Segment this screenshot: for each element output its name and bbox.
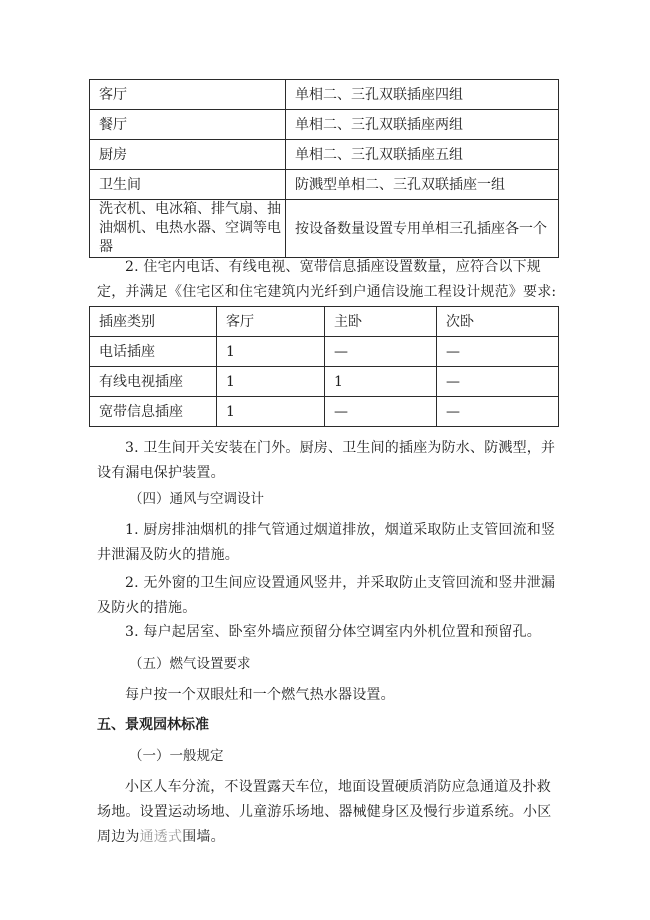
room-cell: 洗衣机、电冰箱、排气扇、抽油烟机、电热水器、空调等电器 <box>90 200 286 258</box>
paragraph-general-rules <box>97 775 559 850</box>
paragraph-kitchen-exhaust: 1. 厨房排油烟机的排气管通过烟道排放，烟道采取防止支管回流和竖井泄漏及防火的措施。 <box>97 522 556 563</box>
table-cell: 电话插座 <box>90 337 217 367</box>
general-rules-text: 小区人车分流，不设置露天车位，地面设置硬质消防应急通道及扑救场地。设置运动场地、儿童游乐场地、器械健身区及慢行步道系统。小区周边为 <box>97 779 552 845</box>
table-row <box>90 367 559 397</box>
table-row <box>90 140 559 170</box>
spec-cell: 按设备数量设置专用单相三孔插座各一个 <box>286 200 559 258</box>
table-cell: — <box>437 337 559 367</box>
info-socket-table <box>89 306 559 427</box>
table-row <box>90 397 559 427</box>
section-heading-ventilation: （四）通风与空调设计 <box>129 491 264 507</box>
table-cell: 1 <box>217 367 325 397</box>
table-cell: — <box>325 397 437 427</box>
section-heading-gas: （五）燃气设置要求 <box>129 656 251 672</box>
table-row <box>90 80 559 110</box>
header-cell: 主卧 <box>325 307 437 337</box>
general-rules-faint-text: 通透式 <box>139 829 183 845</box>
header-cell: 客厅 <box>217 307 325 337</box>
paragraph-telecom-sockets: 2. 住宅内电话、有线电视、宽带信息插座设置数量，应符合以下规定，并满足《住宅区和住宅建筑内光纤到户通信设施工程设计规范》要求: <box>97 259 557 300</box>
header-cell: 插座类别 <box>90 307 217 337</box>
paragraph-gas-setup: 每户按一个双眼灶和一个燃气热水器设置。 <box>125 687 395 703</box>
table-cell: — <box>437 397 559 427</box>
paragraph-bathroom-ventilation: 2. 无外窗的卫生间应设置通风竖井，并采取防止支管回流和竖井泄漏及防火的措施。 <box>97 575 556 616</box>
table-cell: 有线电视插座 <box>90 367 217 397</box>
general-rules-end-text: 围墙。 <box>182 829 225 845</box>
room-cell: 厨房 <box>90 140 286 170</box>
table-cell: — <box>325 337 437 367</box>
table-cell: 宽带信息插座 <box>90 397 217 427</box>
room-cell: 餐厅 <box>90 110 286 140</box>
table-cell: 1 <box>217 337 325 367</box>
spec-cell: 防溅型单相二、三孔双联插座一组 <box>286 170 559 200</box>
table-cell: — <box>437 367 559 397</box>
socket-config-table <box>89 79 559 258</box>
paragraph-air-conditioning: 3. 每户起居室、卧室外墙应预留分体空调室内外机位置和预留孔。 <box>125 624 542 640</box>
table-row <box>90 337 559 367</box>
spec-cell: 单相二、三孔双联插座五组 <box>286 140 559 170</box>
header-cell: 次卧 <box>437 307 559 337</box>
table-cell: 1 <box>217 397 325 427</box>
paragraph-bathroom-switch: 3. 卫生间开关安装在门外。厨房、卫生间的插座为防水、防溅型，并设有漏电保护装置。 <box>97 440 556 481</box>
spec-cell: 单相二、三孔双联插座四组 <box>286 80 559 110</box>
chapter-heading-landscape: 五、景观园林标准 <box>97 717 209 733</box>
table-cell: 1 <box>325 367 437 397</box>
room-cell: 客厅 <box>90 80 286 110</box>
section-heading-general: （一）一般规定 <box>129 748 224 764</box>
table-row <box>90 200 559 258</box>
table-header-row <box>90 307 559 337</box>
room-cell: 卫生间 <box>90 170 286 200</box>
table-row <box>90 110 559 140</box>
table-row <box>90 170 559 200</box>
spec-cell: 单相二、三孔双联插座两组 <box>286 110 559 140</box>
